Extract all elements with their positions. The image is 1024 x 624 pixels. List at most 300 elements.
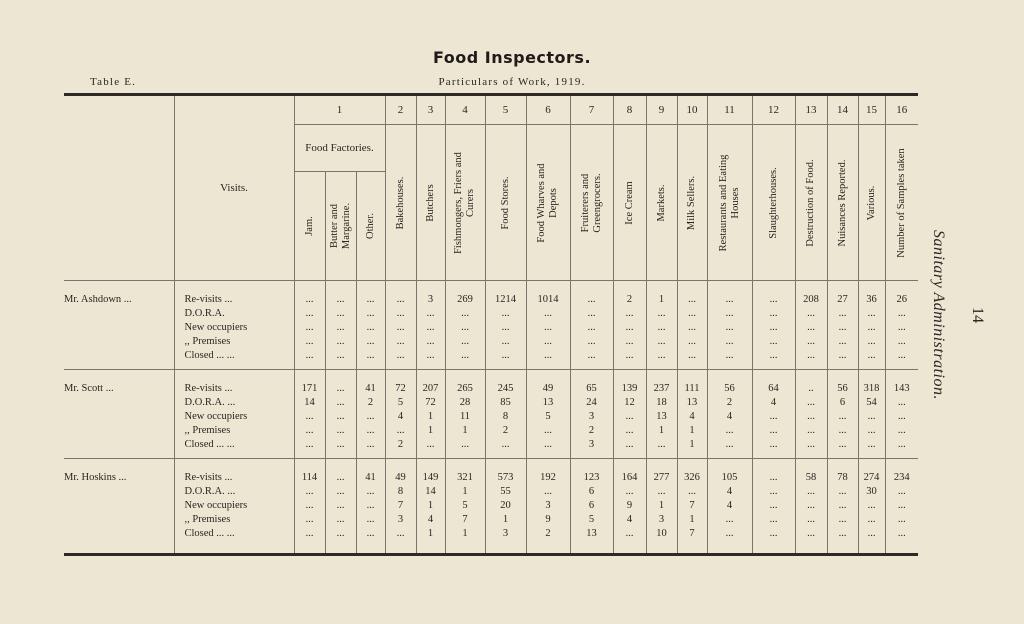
table-cell: 3 (416, 293, 445, 307)
header-fishmongers-text: Fishmongers, Friers and Curers (453, 151, 476, 254)
table-cell: 1214 (485, 293, 526, 307)
spacer-row-cell (325, 370, 356, 383)
table-cell: 326 (677, 471, 707, 485)
header-samples (885, 125, 918, 281)
spacer-row-cell (646, 459, 677, 472)
header-bakehouses (385, 125, 416, 281)
spacer-row-cell (827, 281, 858, 294)
table-cell: 245 (485, 382, 526, 396)
table-cell: ... (752, 471, 795, 485)
header-bakehouses-text: Bakehouses. (394, 176, 406, 229)
table-cell: ... (294, 410, 325, 424)
spacer-row-cell (526, 541, 570, 555)
table-cell: 11 (445, 410, 485, 424)
table-cell: ... (827, 410, 858, 424)
table-row (64, 307, 918, 321)
table-cell: 64 (752, 382, 795, 396)
table-cell: ... (526, 438, 570, 452)
table-cell: ... (294, 438, 325, 452)
header-butchers (416, 125, 445, 281)
table-cell: 3 (646, 513, 677, 527)
table-cell: ... (294, 293, 325, 307)
visit-type-label: New occupiers (174, 499, 294, 513)
table-cell: 1 (416, 499, 445, 513)
header-milk-sellers (677, 125, 707, 281)
bottom-rule (64, 555, 918, 557)
table-cell: ... (795, 438, 827, 452)
table-row (64, 513, 918, 527)
table-cell: 2 (526, 527, 570, 541)
table-cell: 85 (485, 396, 526, 410)
table-cell: 573 (485, 471, 526, 485)
table-cell: ... (677, 335, 707, 349)
col-number-10: 10 (677, 96, 707, 125)
table-cell: 4 (707, 410, 752, 424)
table-cell: ... (356, 293, 385, 307)
spacer-row-cell (174, 459, 294, 472)
spacer-row-cell (707, 281, 752, 294)
spacer-row-cell (416, 459, 445, 472)
table-cell: 26 (885, 293, 918, 307)
inspector-name-blank (64, 527, 174, 541)
spacer-row-cell (570, 370, 613, 383)
col-number-3: 3 (416, 96, 445, 125)
spacer-row-cell (613, 281, 646, 294)
table-cell: ... (385, 307, 416, 321)
spacer-row-cell (858, 541, 885, 555)
inspector-name-blank (64, 410, 174, 424)
table-cell: ... (445, 349, 485, 363)
table-cell: ... (356, 321, 385, 335)
spacer-row-cell (646, 281, 677, 294)
table-cell: ... (885, 321, 918, 335)
table-cell: 1 (485, 513, 526, 527)
table-cell: 139 (613, 382, 646, 396)
col-number-16: 16 (885, 96, 918, 125)
spacer-row-cell (752, 370, 795, 383)
table-cell: ... (827, 499, 858, 513)
table-cell: ... (526, 485, 570, 499)
table-cell: 318 (858, 382, 885, 396)
table-cell: ... (416, 307, 445, 321)
col-number-1: 1 (294, 96, 385, 125)
table-cell: 2 (385, 438, 416, 452)
table-cell: ... (416, 438, 445, 452)
table-cell: ... (707, 307, 752, 321)
spacer-row-cell (613, 541, 646, 555)
spacer-row-cell (445, 281, 485, 294)
table-subtitle: Particulars of Work, 1919. (438, 76, 586, 88)
table-cell: ... (707, 438, 752, 452)
spacer-row-cell (385, 541, 416, 555)
table-cell: ... (885, 499, 918, 513)
spacer-row-cell (64, 541, 174, 555)
spacer-row-cell (677, 459, 707, 472)
table-cell: ... (885, 349, 918, 363)
spacer-row-cell (570, 281, 613, 294)
header-jam (294, 172, 325, 281)
table-cell: 2 (613, 293, 646, 307)
spacer-row-cell (294, 281, 325, 294)
table-cell: ... (325, 396, 356, 410)
inspector-name-blank (64, 396, 174, 410)
table-cell: 192 (526, 471, 570, 485)
table-cell: 13 (526, 396, 570, 410)
table-cell: ... (795, 307, 827, 321)
table-cell: ... (707, 321, 752, 335)
table-cell: 36 (858, 293, 885, 307)
table-cell: ... (795, 424, 827, 438)
spacer-row-cell (707, 459, 752, 472)
visit-type-label: Closed ... ... (174, 438, 294, 452)
side-title-text: Sanitary Administration. (930, 230, 947, 400)
table-cell: ... (827, 335, 858, 349)
table-cell: ... (325, 438, 356, 452)
table-cell: ... (526, 424, 570, 438)
table-cell: 4 (385, 410, 416, 424)
spacer-row-cell (677, 281, 707, 294)
table-cell: 55 (485, 485, 526, 499)
table-cell: ... (356, 438, 385, 452)
table-cell: 56 (827, 382, 858, 396)
table-cell: 6 (827, 396, 858, 410)
table-cell: ... (858, 349, 885, 363)
table-cell: 14 (294, 396, 325, 410)
spacer-row-cell (416, 281, 445, 294)
header-jam-text: Jam. (303, 216, 315, 236)
table-cell: ... (294, 485, 325, 499)
table-cell: 8 (485, 410, 526, 424)
table-cell: 1 (677, 424, 707, 438)
table-cell: ... (294, 513, 325, 527)
table-cell: 13 (646, 410, 677, 424)
table-cell: ... (613, 307, 646, 321)
spacer-row-cell (64, 459, 174, 472)
table-cell: ... (570, 321, 613, 335)
spacer-row-cell (752, 459, 795, 472)
table-cell: ... (325, 335, 356, 349)
spacer-row-cell (570, 541, 613, 555)
table-cell: ... (858, 424, 885, 438)
table-cell: ... (858, 321, 885, 335)
table-row (64, 410, 918, 424)
header-various-text: Various. (865, 185, 877, 220)
table-cell: ... (570, 349, 613, 363)
table-cell: 1 (646, 293, 677, 307)
table-cell: ... (485, 335, 526, 349)
header-butter (325, 172, 356, 281)
table-cell: ... (325, 293, 356, 307)
header-restaurants-text: Restaurants and Eating Houses (717, 154, 741, 251)
header-destruction (795, 125, 827, 281)
visit-type-label: Re-visits ... (174, 471, 294, 485)
col-number-7: 7 (570, 96, 613, 125)
table-cell: ... (356, 513, 385, 527)
spacer-row-cell (174, 541, 294, 555)
table-cell: ... (858, 513, 885, 527)
spacer-row-cell (570, 459, 613, 472)
table-cell: ... (570, 335, 613, 349)
header-destruction-text: Destruction of Food. (805, 158, 816, 247)
spacer-row-cell (485, 370, 526, 383)
table-cell: 237 (646, 382, 677, 396)
page-title: Food Inspectors. (432, 48, 592, 67)
table-cell: ... (827, 485, 858, 499)
header-fruiterers-text: Fruiterers and Greengrocers. (579, 172, 603, 233)
table-cell: 1 (677, 513, 707, 527)
table-cell: 114 (294, 471, 325, 485)
table-cell: ... (485, 349, 526, 363)
table-cell: 6 (570, 499, 613, 513)
table-cell: ... (858, 438, 885, 452)
table-cell: 277 (646, 471, 677, 485)
spacer-row-cell (325, 541, 356, 555)
table-cell: ... (752, 527, 795, 541)
spacer-row-cell (827, 459, 858, 472)
table-cell: ... (294, 349, 325, 363)
col-number-8: 8 (613, 96, 646, 125)
inspector-name-blank (64, 307, 174, 321)
table-cell: 3 (485, 527, 526, 541)
spacer-row-cell (485, 281, 526, 294)
table-cell: ... (885, 410, 918, 424)
table-cell: ... (294, 499, 325, 513)
table-cell: 1 (416, 527, 445, 541)
spacer-row-cell (613, 370, 646, 383)
header-nuisances (827, 125, 858, 281)
table-cell: ... (752, 293, 795, 307)
table-cell: 4 (707, 499, 752, 513)
spacer-row-cell (445, 370, 485, 383)
table-cell: ... (613, 349, 646, 363)
inspector-name-blank (64, 485, 174, 499)
spacer-row-cell (858, 459, 885, 472)
visit-type-label: Re-visits ... (174, 293, 294, 307)
table-cell: ... (416, 349, 445, 363)
table-cell: 265 (445, 382, 485, 396)
table-row (64, 471, 918, 485)
header-restaurants (707, 125, 752, 281)
table-cell: ... (356, 307, 385, 321)
spacer-row-cell (64, 370, 174, 383)
col-number-6: 6 (526, 96, 570, 125)
table-cell: 6 (570, 485, 613, 499)
table-cell: 4 (752, 396, 795, 410)
table-cell: 58 (795, 471, 827, 485)
table-cell: ... (385, 321, 416, 335)
inspector-name-blank (64, 424, 174, 438)
spacer-row-cell (416, 541, 445, 555)
inspector-name: Mr. Scott ... (64, 383, 114, 394)
table-cell: ... (646, 485, 677, 499)
table-cell: 4 (677, 410, 707, 424)
table-cell: 143 (885, 382, 918, 396)
table-cell: ... (795, 527, 827, 541)
table-cell: 208 (795, 293, 827, 307)
spacer-row-cell (885, 281, 918, 294)
table-row (64, 424, 918, 438)
spacer-row-cell (385, 281, 416, 294)
table-cell: 105 (707, 471, 752, 485)
table-cell: 7 (385, 499, 416, 513)
table-cell: 49 (385, 471, 416, 485)
table-cell: 65 (570, 382, 613, 396)
spacer-row-cell (827, 370, 858, 383)
table-cell: 12 (613, 396, 646, 410)
table-cell: 28 (445, 396, 485, 410)
table-cell: 4 (416, 513, 445, 527)
table-cell: ... (677, 349, 707, 363)
page-number (962, 300, 992, 330)
table-cell: 1014 (526, 293, 570, 307)
table-cell: ... (356, 424, 385, 438)
header-markets-text: Markets. (655, 183, 667, 222)
bottom-rule-cell (64, 555, 918, 557)
spacer-row-cell (677, 370, 707, 383)
table-row (64, 396, 918, 410)
spacer-row-cell (707, 370, 752, 383)
table-cell: ... (294, 321, 325, 335)
spacer-row-cell (356, 370, 385, 383)
table-cell: ... (526, 349, 570, 363)
table-cell: 20 (485, 499, 526, 513)
table-cell: ... (885, 335, 918, 349)
spacer-row-cell (827, 541, 858, 555)
table-cell: 4 (707, 485, 752, 499)
table-cell: ... (416, 321, 445, 335)
table-cell: 171 (294, 382, 325, 396)
table-cell: ... (294, 335, 325, 349)
table-cell: 1 (677, 438, 707, 452)
col-number-9: 9 (646, 96, 677, 125)
spacer-row-cell (294, 459, 325, 472)
col-number-15: 15 (858, 96, 885, 125)
table-cell: ... (677, 321, 707, 335)
visit-type-label: Re-visits ... (174, 382, 294, 396)
table-cell: ... (646, 438, 677, 452)
table-cell: ... (356, 499, 385, 513)
table-cell: ... (325, 513, 356, 527)
table-cell: 234 (885, 471, 918, 485)
table-cell: ... (677, 307, 707, 321)
visit-type-label: D.O.R.A. (174, 307, 294, 321)
header-milk-sellers-text: Milk Sellers. (686, 175, 697, 230)
table-cell: ... (570, 307, 613, 321)
table-cell: 24 (570, 396, 613, 410)
table-cell: 5 (570, 513, 613, 527)
table-cell: 5 (385, 396, 416, 410)
header-butchers-text: Butchers (424, 183, 436, 222)
table-cell: ... (385, 349, 416, 363)
spacer-row-cell (325, 281, 356, 294)
table-cell: ... (795, 396, 827, 410)
visit-type-label: New occupiers (174, 321, 294, 335)
inspector-name-blank (64, 513, 174, 527)
page-number-text: 14 (969, 307, 986, 323)
table-cell: ... (646, 349, 677, 363)
table-cell: ... (795, 335, 827, 349)
food-inspectors-table (64, 93, 918, 556)
table-cell: ... (325, 499, 356, 513)
visit-type-label: Closed ... ... (174, 349, 294, 363)
col-number-14: 14 (827, 96, 858, 125)
table-cell: ... (752, 335, 795, 349)
table-cell: 13 (677, 396, 707, 410)
table-cell: ... (325, 349, 356, 363)
table-cell: ... (485, 321, 526, 335)
visit-type-label: D.O.R.A. ... (174, 485, 294, 499)
table-cell: ... (707, 424, 752, 438)
spacer-row-cell (64, 281, 174, 294)
table-cell: ... (752, 321, 795, 335)
table-cell: ... (752, 513, 795, 527)
table-cell: 4 (613, 513, 646, 527)
table-cell: 78 (827, 471, 858, 485)
table-cell: 1 (445, 527, 485, 541)
table-cell: ... (885, 396, 918, 410)
spacer-row-cell (646, 370, 677, 383)
table-cell: ... (885, 424, 918, 438)
table-cell: 207 (416, 382, 445, 396)
table-cell: ... (827, 321, 858, 335)
table-cell: 149 (416, 471, 445, 485)
table-cell: 41 (356, 471, 385, 485)
table-cell: 49 (526, 382, 570, 396)
table-cell: ... (707, 293, 752, 307)
spacer-row-cell (174, 281, 294, 294)
header-other (356, 172, 385, 281)
table-row (64, 335, 918, 349)
table-cell: ... (885, 513, 918, 527)
spacer-row-cell (795, 281, 827, 294)
table-cell: ... (356, 527, 385, 541)
col-number-2: 2 (385, 96, 416, 125)
table-cell: ... (356, 335, 385, 349)
table-cell: ... (707, 335, 752, 349)
table-cell: ... (613, 438, 646, 452)
table-cell: ... (646, 321, 677, 335)
table-cell: ... (526, 307, 570, 321)
table-cell: ... (885, 438, 918, 452)
header-food-stores (485, 125, 526, 281)
col-number-5: 5 (485, 96, 526, 125)
visit-type-label: New occupiers (174, 410, 294, 424)
col-number-11: 11 (707, 96, 752, 125)
table-cell: 3 (570, 410, 613, 424)
table-cell: 2 (570, 424, 613, 438)
spacer-row (64, 541, 918, 555)
table-cell: ... (827, 527, 858, 541)
spacer-row-cell (294, 370, 325, 383)
spacer-row-cell (174, 370, 294, 383)
table-row (64, 382, 918, 396)
table-cell: 274 (858, 471, 885, 485)
table-cell: 14 (416, 485, 445, 499)
inspector-name-blank (64, 349, 174, 363)
spacer-row-cell (795, 370, 827, 383)
table-cell: ... (827, 438, 858, 452)
header-blank (64, 96, 174, 281)
table-cell: ... (752, 499, 795, 513)
spacer-row-cell (485, 541, 526, 555)
spacer-row-cell (416, 370, 445, 383)
col-number-12: 12 (752, 96, 795, 125)
visit-type-label: D.O.R.A. ... (174, 396, 294, 410)
spacer-row-cell (445, 459, 485, 472)
table-cell: ... (858, 527, 885, 541)
table-cell: 72 (416, 396, 445, 410)
inspector-name-blank (64, 321, 174, 335)
